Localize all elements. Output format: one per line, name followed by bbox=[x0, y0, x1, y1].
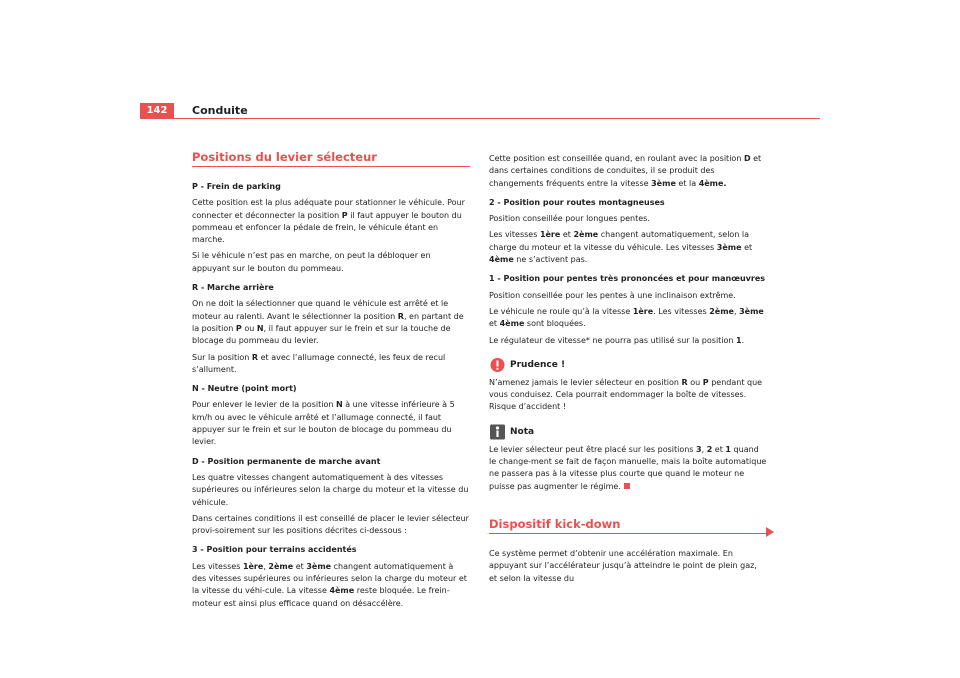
note-text: Le levier sélecteur peut être placé sur les positions 3, 2 et 1 quand le change-ment se fait de façon manuelle, mais la boîte automatique ne passera pas à la vitesse plus courte que quand le moteur ne puisse pas augmenter le régime. bbox=[489, 444, 767, 491]
paragraph: Cette position est la plus adéquate pour stationner le véhicule. Pour connecter et déconnecter la position P il faut appuyer le bouton du pommeau et enfoncer la pédale de frein, le véhicule étant en marche. bbox=[192, 198, 465, 245]
note-icon bbox=[489, 424, 506, 440]
end-square-icon bbox=[624, 483, 630, 489]
section-title-kick-down: Dispositif kick-down bbox=[489, 517, 767, 534]
subheading-3: 3 - Position pour terrains accidentés bbox=[192, 545, 357, 555]
caution-heading bbox=[489, 357, 767, 373]
running-header: Conduite bbox=[192, 104, 248, 117]
subheading-1: 1 - Position pour pentes très prononcées et pour manœuvres bbox=[489, 274, 766, 284]
paragraph: Les quatre vitesses changent automatiquement à des vitesses supérieures ou inférieures selon la charge du moteur et la vitesse du véhicule. bbox=[192, 472, 469, 507]
left-column bbox=[192, 150, 470, 614]
subheading-d: D - Position permanente de marche avant bbox=[192, 456, 381, 466]
paragraph: Le véhicule ne roule qu’à la vitesse 1ère. Les vitesses 2ème, 3ème et 4ème sont bloquées. bbox=[489, 306, 764, 329]
note-title: Nota bbox=[510, 426, 535, 437]
paragraph: Les vitesses 1ère et 2ème changent automatiquement, selon la charge du moteur et la vitesse du véhicule. Les vitesses 3ème et 4ème ne s’activent pas. bbox=[489, 230, 753, 265]
paragraph: Cette position est conseillée quand, en roulant avec la position D et dans certaines conditions de conduites, il se produit des changements fréquents entre la vitesse 3ème et la 4ème. bbox=[489, 154, 762, 188]
paragraph: Si le véhicule n’est pas en marche, on peut la débloquer en appuyant sur le bouton du pommeau. bbox=[192, 251, 431, 273]
right-column bbox=[489, 153, 767, 589]
subheading-p: P - Frein de parking bbox=[192, 182, 281, 191]
paragraph: Position conseillée pour longues pentes. bbox=[489, 214, 650, 224]
page-number: 142 bbox=[140, 103, 174, 118]
paragraph: On ne doit la sélectionner que quand le véhicule est arrêté et le moteur au ralenti. Avant le sélectionner la position R, en partant de la position P ou N, il faut appuyer sur le frein et sur la touche de blocage du pommeau du levier. bbox=[192, 299, 464, 346]
paragraph: Dans certaines conditions il est conseillé de placer le levier sélecteur provi-soirement sur les positions décrites ci-dessous : bbox=[192, 513, 469, 536]
subheading-r: R - Marche arrière bbox=[192, 283, 274, 293]
kick-down-section bbox=[489, 517, 767, 585]
caution-title: Prudence ! bbox=[510, 359, 566, 370]
paragraph: Le régulateur de vitesse* ne pourra pas utilisé sur la position 1. bbox=[489, 335, 745, 345]
paragraph: Les vitesses 1ère, 2ème et 3ème changent automatiquement à des vitesses supérieures ou inférieures selon la charge du moteur et la vitesse du véhi-cule. La vitesse 4ème reste bloquée. Le frein-moteur est ainsi plus efficace quand on désaccélère. bbox=[192, 561, 467, 608]
caution-text: N’amenez jamais le levier sélecteur en position R ou P pendant que vous conduisez. Cela pourrait endommager la boîte de vitesses. Risque d’accident ! bbox=[489, 377, 763, 412]
section-title-selector-positions: Positions du levier sélecteur bbox=[192, 150, 470, 167]
paragraph: Position conseillée pour les pentes à une inclinaison extrême. bbox=[489, 290, 736, 300]
warning-circle-icon bbox=[489, 357, 506, 373]
paragraph: Sur la position R et avec l’allumage connecté, les feux de recul s’allument. bbox=[192, 352, 446, 374]
header-rule bbox=[140, 118, 820, 119]
subheading-n: N - Neutre (point mort) bbox=[192, 384, 297, 394]
continue-arrow-icon bbox=[766, 527, 774, 537]
paragraph: Pour enlever le levier de la position N à une vitesse inférieure à 5 km/h ou avec le véhicule arrêté et l’allumage connecté, il faut appuyer sur le frein et sur le bouton de blocage du pommeau du levier. bbox=[192, 400, 455, 447]
paragraph: Ce système permet d’obtenir une accélération maximale. En appuyant sur l’accélérateur jusqu’à atteindre le point de plein gaz, et selon la vitesse du bbox=[489, 548, 757, 583]
subheading-2: 2 - Position pour routes montagneuses bbox=[489, 197, 665, 207]
note-heading bbox=[489, 424, 767, 440]
